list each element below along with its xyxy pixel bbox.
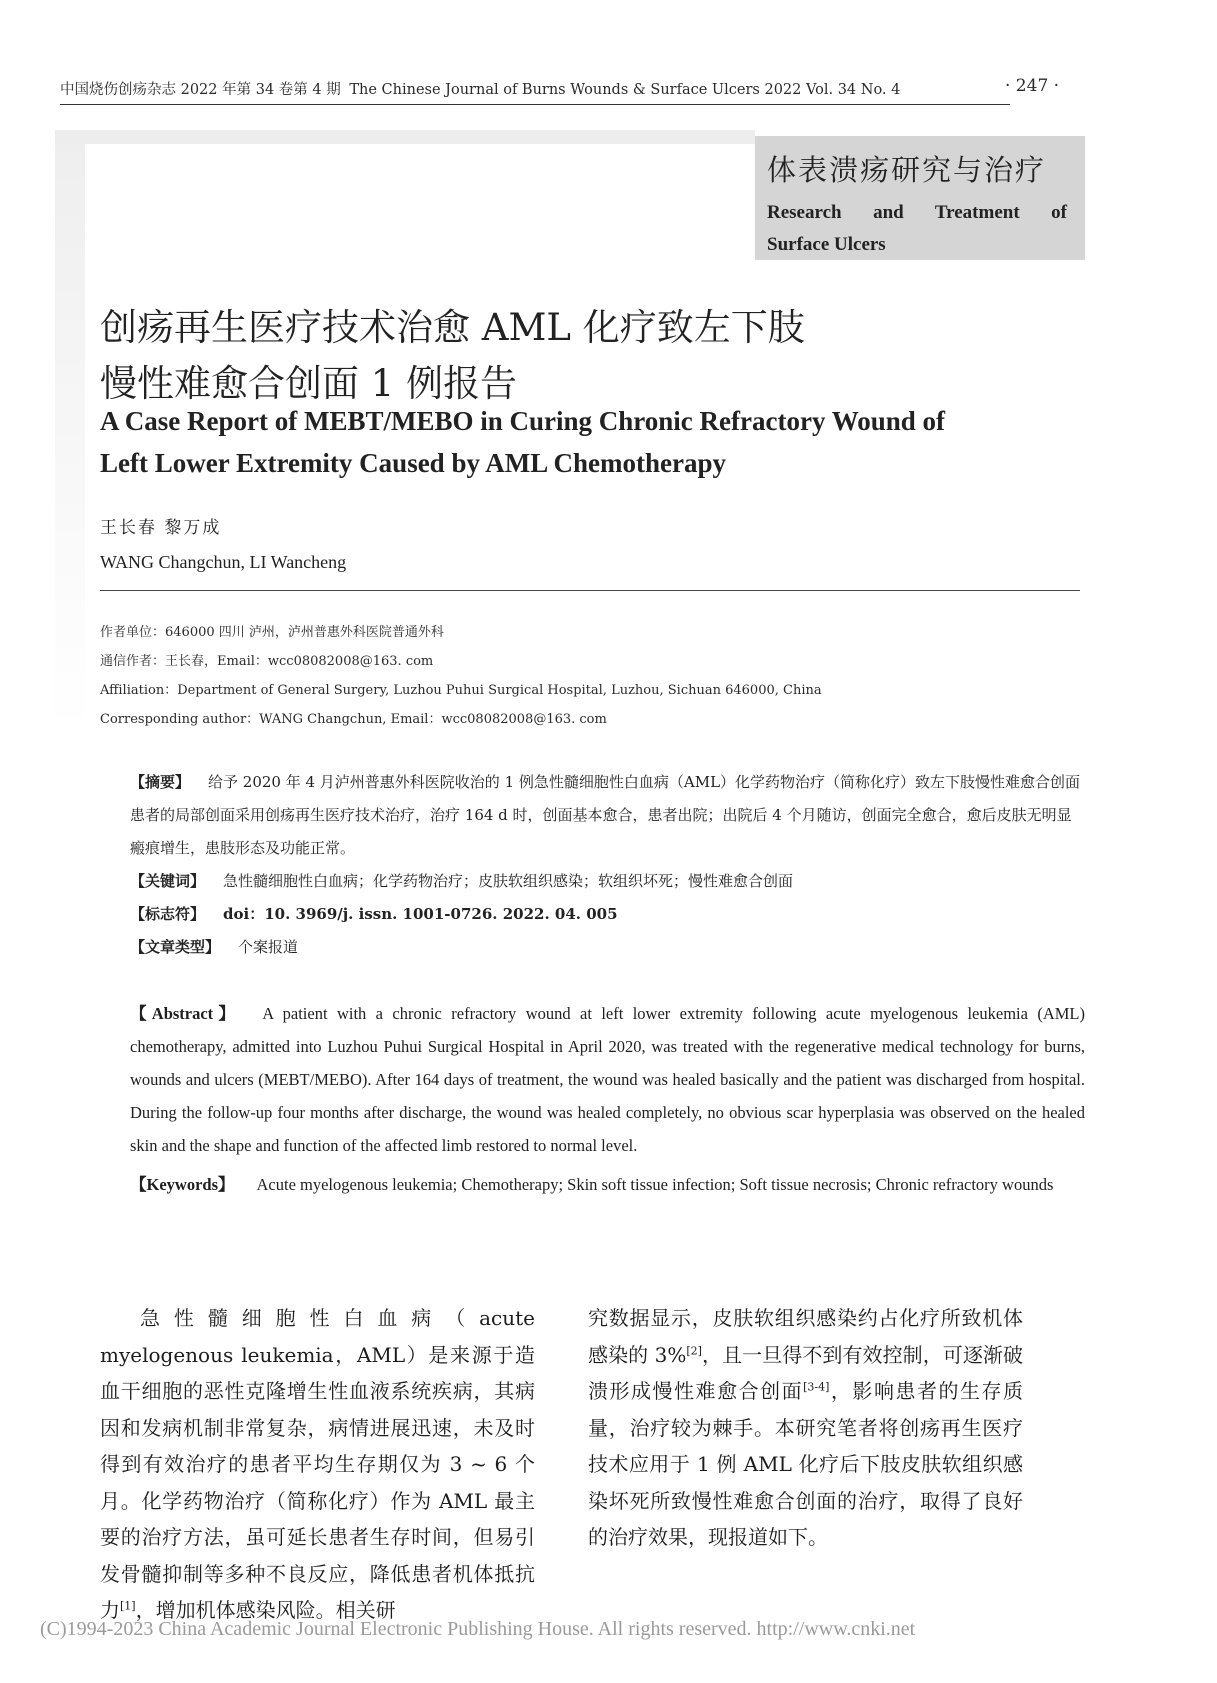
abstract-cn-paragraph (130, 766, 1085, 865)
body-right-text-a: 究数据显示，皮肤软组织感染约占化疗所致机体感染的 3% (588, 1306, 1023, 1367)
keywords-en-label: 【Keywords】 (130, 1175, 235, 1194)
article-type-label: 【文章类型】 (130, 938, 221, 956)
authors-divider (100, 590, 1080, 591)
journal-name-cn: 中国烧伤创疡杂志 2022 年第 34 卷第 4 期 (60, 82, 341, 98)
abstract-cn-text: 给予 2020 年 4 月泸州普惠外科医院收治的 1 例急性髓细胞性白血病（AML）化学药物治疗（简称化疗）致左下肢慢性难愈合创面患者的局部创面采用创疡再生医疗技术治疗，治疗 164 d 时，创面基本愈合，患者出院；出院后 4 个月随访，创面完全愈合，愈后皮肤无明显瘢痕增生，患肢形态及功能正常。 (130, 773, 1081, 857)
abstract-en-text: A patient with a chronic refractory wound at left lower extremity following acute myelogenous leukemia (AML) chemotherapy, admitted into Luzhou Puhui Surgical Hospital in April 2020, was treated with the regenerative medical technology for burns, wounds and ulcers (MEBT/MEBO). After 164 days of treatment, the wound was healed basically and the patient was discharged from hospital. During the follow-up four months after discharge, the wound was healed completely, no obvious scar hyperplasia was observed on the healed skin and the shape and function of the affected limb restored to normal level. (130, 1004, 1085, 1155)
article-type-row (130, 931, 1085, 964)
keywords-en: Acute myelogenous leukemia; Chemotherapy; Skin soft tissue infection; Soft tissue necrosis; Chronic refractory wounds (256, 1175, 1054, 1194)
affiliation-en: Affiliation：Department of General Surgery, Luzhou Puhui Surgical Hospital, Luzhou, Sichuan 646000, China (100, 683, 822, 698)
authors-cn: 王长春 黎万成 (100, 518, 222, 538)
page-number: · 247 · (1005, 76, 1060, 96)
doi-row (130, 898, 1085, 931)
running-header (60, 78, 940, 100)
authors-en: WANG Changchun, LI Wancheng (100, 552, 347, 572)
article-title-cn-line1: 创疡再生医疗技术治愈 AML 化疗致左下肢 (100, 306, 805, 349)
abstract-en-paragraph (130, 997, 1085, 1162)
left-decorative-band (55, 130, 85, 730)
top-decorative-band (55, 130, 755, 144)
abstract-en-label: 【Abstract】 (130, 1004, 241, 1023)
keywords-en-paragraph (130, 1168, 1085, 1201)
abstract-cn (130, 766, 1085, 964)
body-column-right (588, 1300, 1023, 1556)
body-left-text-a: 急性髓细胞性白血病（acute myelogenous leukemia，AML）是来源于造血干细胞的恶性克隆增生性血液系统疾病，其病因和发病机制非常复杂，病情进展迅速，未及时得到有效治疗的患者平均生存期仅为 3 ~ 6 个月。化学药物治疗（简称化疗）作为 AML 最主要的治疗方法，虽可延长患者生存时间，但易引发骨髓抑制等多种不良反应，降低患者机体抵抗力 (100, 1306, 535, 1622)
body-right-text-c: ，影响患者的生存质量，治疗较为棘手。本研究笔者将创疡再生医疗技术应用于 1 例 AML 化疗后下肢皮肤软组织感染坏死所致慢性难愈合创面的治疗，取得了良好的治疗效果，现报道如下。 (588, 1379, 1024, 1549)
keywords-cn: 急性髓细胞性白血病；化学药物治疗；皮肤软组织感染；软组织坏死；慢性难愈合创面 (223, 872, 794, 890)
article-title-en-line1: A Case Report of MEBT/MEBO in Curing Chronic Refractory Wound of (100, 406, 946, 436)
section-title-en-line1: Research and Treatment of (767, 202, 1067, 223)
header-divider (60, 104, 1010, 105)
doi-label: 【标志符】 (130, 905, 206, 923)
corresponding-author-en: Corresponding author：WANG Changchun, Email：wcc08082008@163. com (100, 712, 607, 727)
article-title-en-line2: Left Lower Extremity Caused by AML Chemotherapy (100, 448, 726, 478)
citation-ref-2[interactable]: [2] (686, 1343, 702, 1357)
keywords-cn-label: 【关键词】 (130, 872, 206, 890)
abstract-en (130, 997, 1085, 1201)
copyright-footer: (C)1994-2023 China Academic Journal Electronic Publishing House. All rights reserved. http://www.cnki.net (40, 1618, 916, 1640)
doi-value: doi：10. 3969/j. issn. 1001-0726. 2022. 04. 005 (223, 905, 618, 923)
body-left-text-b: ，增加机体感染风险。相关研 (135, 1598, 396, 1622)
article-title-cn-line2: 慢性难愈合创面 1 例报告 (100, 362, 518, 405)
section-title-en (767, 197, 1067, 261)
keywords-cn-row (130, 865, 1085, 898)
corresponding-author-cn: 通信作者：王长春，Email：wcc08082008@163. com (100, 654, 434, 669)
affiliation-block (100, 618, 1000, 734)
section-title-en-line2: Surface Ulcers (767, 234, 886, 255)
body-right-text-b: ，且一旦得不到有效控制，可逐渐破溃形成慢性难愈合创面 (588, 1342, 1024, 1403)
section-label-box (755, 136, 1085, 260)
abstract-cn-label: 【摘要】 (130, 773, 191, 791)
body-column-left (100, 1300, 535, 1629)
citation-ref-1[interactable]: [1] (120, 1599, 136, 1613)
affiliation-cn: 作者单位：646000 四川 泸州，泸州普惠外科医院普通外科 (100, 625, 444, 640)
article-title-en (100, 400, 1060, 484)
article-title-cn (100, 300, 1000, 412)
section-title-cn: 体表溃疡研究与治疗 (767, 153, 1047, 187)
citation-ref-3-4[interactable]: [3-4] (803, 1380, 830, 1394)
article-type: 个案报道 (238, 938, 299, 956)
journal-name-en: The Chinese Journal of Burns Wounds & Surface Ulcers 2022 Vol. 34 No. 4 (349, 82, 901, 98)
